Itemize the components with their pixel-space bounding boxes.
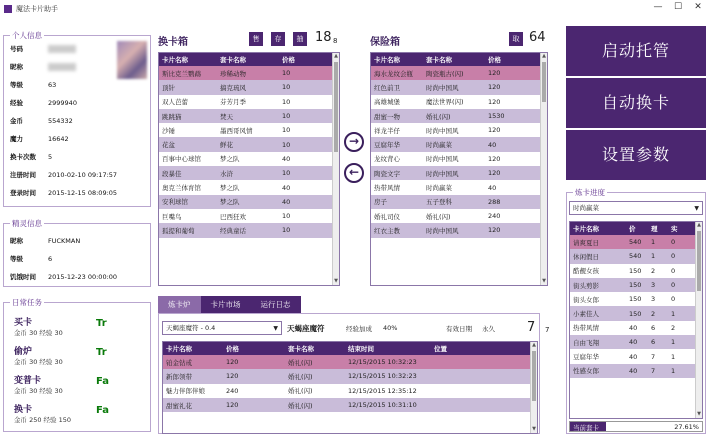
table-cell: 10 — [279, 209, 339, 223]
title-bar — [0, 0, 708, 18]
refine-table[interactable] — [569, 221, 703, 419]
task-status: Fa — [96, 376, 109, 387]
table-cell: 焚天 — [217, 109, 279, 123]
refine-scrollbar[interactable]: ▲ ▼ — [695, 222, 702, 418]
table-cell: 120 — [485, 166, 547, 180]
table-cell: 魅力伴郎伴娘 — [163, 384, 223, 398]
table-cell: 婚礼(闪) — [285, 369, 345, 383]
table-cell: 房子 — [371, 195, 423, 209]
table-cell: 豆腐年华 — [371, 137, 423, 151]
table-row[interactable] — [570, 278, 702, 292]
table-cell: 豆腐年华 — [570, 349, 626, 363]
sprite-key: 饥饿时间 — [10, 273, 36, 281]
task-name: 变普卡 — [14, 376, 42, 386]
table-cell: 150 — [626, 278, 648, 292]
take-button[interactable]: 取 — [509, 32, 523, 46]
table-cell: 斯比克兰鹦鹉 — [159, 66, 217, 80]
table-row[interactable] — [159, 137, 339, 151]
table-row[interactable] — [371, 137, 547, 151]
exp-bonus-label: 经验加成 — [346, 325, 372, 333]
task-reward: 金币 250 经验 150 — [14, 416, 72, 424]
table-cell — [431, 355, 537, 369]
table-cell: 240 — [223, 384, 285, 398]
table-cell: 双人芭蕾 — [159, 95, 217, 109]
table-row[interactable] — [570, 306, 702, 320]
table-row[interactable] — [570, 292, 702, 306]
table-cell: 时尚中国风 — [423, 152, 485, 166]
table-cell: 婚礼(闪) — [423, 109, 485, 123]
bottom-tabs — [158, 296, 540, 313]
table-cell: 150 — [626, 264, 648, 278]
table-cell: 240 — [485, 209, 547, 223]
table-cell: 40 — [485, 137, 547, 151]
valid-date-value: 永久 — [482, 325, 495, 333]
valid-date-label: 有效日期 — [446, 325, 472, 333]
table-cell: 0 — [668, 292, 702, 306]
refine-progress-bar — [569, 421, 703, 432]
table-cell: 40 — [626, 321, 648, 335]
task-item — [14, 373, 144, 395]
table-cell: 120 — [223, 398, 285, 412]
personal-key: 魔力 — [10, 135, 23, 143]
column-header[interactable]: 理 — [648, 222, 668, 235]
table-row[interactable] — [159, 66, 339, 80]
table-cell: 五子登科 — [423, 195, 485, 209]
personal-row — [10, 44, 76, 53]
table-cell: 时尚赢菜 — [423, 180, 485, 194]
table-row[interactable] — [159, 80, 339, 94]
personal-info-title: 个人信息 — [12, 31, 42, 40]
personal-value: 2015-12-15 08:09:05 — [48, 189, 118, 197]
table-cell: 甜蜜一物 — [371, 109, 423, 123]
table-cell: 鲜花 — [217, 137, 279, 151]
table-cell: 婚礼(闪) — [285, 355, 345, 369]
table-cell: 跳跳猫 — [159, 109, 217, 123]
table-cell: 150 — [626, 306, 648, 320]
table-cell — [431, 369, 537, 383]
table-cell: 经典童话 — [217, 223, 279, 237]
personal-key: 等级 — [10, 81, 23, 89]
table-row[interactable] — [159, 195, 339, 209]
furnace-name: 天蝎座魔符 — [287, 324, 325, 333]
table-cell: 时尚中国风 — [423, 80, 485, 94]
task-status: Fa — [96, 405, 109, 416]
table-cell: 祥龙半仔 — [371, 123, 423, 137]
table-cell: 搞克琉风 — [217, 80, 279, 94]
table-cell: 120 — [485, 223, 547, 237]
personal-value: 5 — [48, 153, 53, 161]
table-row[interactable] — [159, 209, 339, 223]
table-cell: 150 — [626, 292, 648, 306]
safe-box-title: 保险箱 — [370, 37, 400, 48]
table-cell: 梦之队 — [217, 180, 279, 194]
tab-market[interactable]: 卡片市场 — [201, 296, 251, 313]
column-header[interactable]: 价 — [626, 222, 648, 235]
furnace-scrollbar[interactable]: ▲ ▼ — [530, 342, 537, 433]
table-cell: 288 — [485, 195, 547, 209]
sell-button[interactable]: 售 — [249, 32, 263, 46]
table-cell: 540 — [626, 235, 648, 249]
table-cell: 10 — [279, 123, 339, 137]
column-header[interactable]: 卡片名称 — [371, 53, 423, 66]
table-cell: 540 — [626, 249, 648, 263]
table-cell: 时尚赢菜 — [423, 137, 485, 151]
column-header[interactable]: 结束时间 — [345, 342, 431, 355]
personal-key: 经验 — [10, 99, 23, 107]
table-cell: 芬芳月季 — [217, 95, 279, 109]
table-cell: 陶瓷瓶古(闪) — [423, 66, 485, 80]
table-cell: 40 — [279, 152, 339, 166]
personal-value: 2999940 — [48, 99, 77, 107]
table-cell: 1 — [668, 306, 702, 320]
table-cell: 奥克兰体育馆 — [159, 180, 217, 194]
table-row[interactable] — [570, 349, 702, 363]
personal-value: 554332 — [48, 117, 73, 125]
table-cell: 海水龙纹会瓶 — [371, 66, 423, 80]
table-row[interactable] — [163, 384, 537, 398]
table-cell: 婚礼司仪 — [371, 209, 423, 223]
column-header[interactable]: 卡片名称 — [159, 53, 217, 66]
table-row[interactable] — [371, 95, 547, 109]
table-cell: 珍稀动物 — [217, 66, 279, 80]
table-cell: 梦之队 — [217, 152, 279, 166]
table-cell: 高雄城堡 — [371, 95, 423, 109]
table-cell: 休闲假日 — [570, 249, 626, 263]
table-cell: 10 — [279, 95, 339, 109]
exchange-scrollbar[interactable]: ▲ ▼ — [332, 53, 339, 285]
table-row[interactable] — [159, 123, 339, 137]
sprite-key: 等级 — [10, 255, 23, 263]
exp-bonus-value: 40% — [383, 324, 398, 332]
table-cell: 红色前卫 — [371, 80, 423, 94]
table-row[interactable] — [371, 66, 547, 80]
table-row[interactable] — [159, 223, 339, 237]
sprite-row — [10, 272, 117, 281]
table-cell: 120 — [485, 80, 547, 94]
table-row[interactable] — [371, 180, 547, 194]
table-cell: 3 — [648, 292, 668, 306]
table-cell: 40 — [626, 364, 648, 378]
table-cell: 12/15/2015 10:31:10 — [345, 398, 431, 412]
window-title: 魔法卡片助手 — [16, 5, 58, 13]
start-hosting-button[interactable]: 启动托管 — [566, 26, 706, 76]
tab-furnace[interactable]: 炼卡炉 — [158, 296, 201, 313]
table-row[interactable] — [163, 355, 537, 369]
sprite-value: 6 — [48, 255, 53, 263]
table-cell: 请爽夏日 — [570, 235, 626, 249]
column-header[interactable]: 套卡名称 — [423, 53, 485, 66]
table-cell: 婚礼(闪) — [285, 398, 345, 412]
auto-exchange-button[interactable]: 自动换卡 — [566, 78, 706, 128]
personal-row — [10, 80, 56, 89]
column-header[interactable]: 套卡名称 — [285, 342, 345, 355]
table-cell: 120 — [485, 152, 547, 166]
table-cell: 40 — [626, 335, 648, 349]
task-reward: 金币 30 经验 30 — [14, 329, 63, 337]
task-status: Tr — [96, 318, 107, 329]
table-row[interactable] — [570, 235, 702, 249]
table-cell: 120 — [485, 66, 547, 80]
table-cell: 小素佳人 — [570, 306, 626, 320]
table-row[interactable] — [159, 95, 339, 109]
arrow-left-icon[interactable]: ← — [344, 163, 364, 183]
minimize-button[interactable]: — — [653, 2, 663, 12]
sprite-row — [10, 254, 52, 263]
personal-value: 2010-02-10 09:17:57 — [48, 171, 118, 179]
avatar — [117, 41, 147, 79]
table-cell: 花盆 — [159, 137, 217, 151]
personal-row — [10, 188, 117, 197]
column-header[interactable]: 价格 — [485, 53, 547, 66]
personal-key: 金币 — [10, 117, 23, 125]
table-cell — [431, 398, 537, 412]
table-cell: 10 — [279, 109, 339, 123]
draw-button[interactable]: 抽 — [293, 32, 307, 46]
personal-row — [10, 152, 52, 161]
table-cell: 酷靓女孩 — [570, 264, 626, 278]
table-cell: 时尚中国风 — [423, 166, 485, 180]
chevron-down-icon: ▼ — [694, 205, 699, 212]
table-cell: 0 — [668, 278, 702, 292]
table-cell: 1 — [668, 364, 702, 378]
exchange-table[interactable] — [158, 52, 340, 286]
furnace-select[interactable] — [162, 321, 282, 335]
personal-row — [10, 98, 77, 107]
table-row[interactable] — [570, 335, 702, 349]
table-cell: 巴西狂欢 — [217, 209, 279, 223]
table-cell: 2 — [668, 321, 702, 335]
furnace-select-value: 天蝎座魔符 - 0.4 — [166, 324, 216, 332]
personal-row — [10, 62, 76, 71]
table-cell: 时尚中国风 — [423, 223, 485, 237]
personal-key: 换卡次数 — [10, 153, 36, 161]
table-cell: 40 — [279, 180, 339, 194]
table-cell: 热带风情 — [371, 180, 423, 194]
table-row[interactable] — [159, 109, 339, 123]
tab-log[interactable]: 运行日志 — [251, 296, 301, 313]
table-cell: 0 — [668, 249, 702, 263]
exchange-box-title: 换卡箱 — [158, 37, 188, 48]
table-row[interactable] — [371, 209, 547, 223]
table-row[interactable] — [570, 321, 702, 335]
table-row[interactable] — [570, 249, 702, 263]
table-row[interactable] — [371, 123, 547, 137]
arrow-right-icon[interactable]: → — [344, 132, 364, 152]
table-cell: 12/15/2015 10:32:23 — [345, 355, 431, 369]
exchange-count-max: 8 — [333, 37, 338, 45]
safe-scrollbar[interactable]: ▲ ▼ — [540, 53, 547, 285]
refine-set-select[interactable] — [569, 201, 703, 215]
personal-row — [10, 170, 117, 179]
task-item — [14, 402, 144, 424]
table-cell: 时尚中国风 — [423, 123, 485, 137]
table-cell: 1530 — [485, 109, 547, 123]
table-cell: 1 — [668, 335, 702, 349]
task-name: 买卡 — [14, 318, 33, 328]
personal-row — [10, 134, 69, 143]
sprite-info-title: 精灵信息 — [12, 219, 42, 228]
table-cell: 10 — [279, 137, 339, 151]
redacted-value — [48, 45, 76, 53]
table-cell: 沙锤 — [159, 123, 217, 137]
table-cell: 40 — [485, 180, 547, 194]
maximize-button[interactable]: ☐ — [673, 2, 683, 12]
task-name: 偷炉 — [14, 347, 33, 357]
table-cell: 1 — [668, 349, 702, 363]
sprite-value: FUCKMAN — [48, 237, 81, 245]
table-cell: 10 — [279, 223, 339, 237]
column-header[interactable]: 价格 — [279, 53, 339, 66]
personal-key: 号码 — [10, 45, 23, 53]
column-header[interactable]: 实 — [668, 222, 702, 235]
sprite-value: 2015-12-23 00:00:00 — [48, 273, 118, 281]
table-cell: 10 — [279, 80, 339, 94]
personal-key: 昵称 — [10, 63, 23, 71]
task-reward: 金币 30 经验 30 — [14, 387, 63, 395]
personal-key: 注册时间 — [10, 171, 36, 179]
table-cell: 性感女郎 — [570, 364, 626, 378]
table-cell: 3 — [648, 278, 668, 292]
table-cell: 12/15/2015 12:35:12 — [345, 384, 431, 398]
task-item — [14, 344, 144, 366]
personal-row — [10, 116, 73, 125]
furnace-table[interactable] — [162, 341, 538, 434]
redacted-value — [48, 63, 76, 71]
table-row[interactable] — [371, 223, 547, 237]
table-row[interactable] — [371, 166, 547, 180]
table-cell: 狐提和葡萄 — [159, 223, 217, 237]
progress-percent: 27.61% — [674, 423, 699, 431]
column-header[interactable]: 价格 — [223, 342, 285, 355]
table-row[interactable] — [570, 364, 702, 378]
table-cell: 7 — [648, 349, 668, 363]
sprite-key: 昵称 — [10, 237, 23, 245]
table-cell: 0 — [668, 235, 702, 249]
task-name: 换卡 — [14, 405, 33, 415]
table-cell: 10 — [279, 166, 339, 180]
table-cell: 120 — [485, 123, 547, 137]
table-cell: 街头剪影 — [570, 278, 626, 292]
table-cell: 0 — [668, 264, 702, 278]
table-cell: 陶瓷文字 — [371, 166, 423, 180]
table-cell: 婚礼(闪) — [423, 209, 485, 223]
table-cell: 顶针 — [159, 80, 217, 94]
table-cell: 10 — [279, 66, 339, 80]
progress-label: 当前套卡 — [573, 424, 599, 432]
column-header[interactable]: 套卡名称 — [217, 53, 279, 66]
exchange-count: 18 — [315, 30, 332, 45]
table-cell — [431, 384, 537, 398]
table-cell: 1 — [648, 235, 668, 249]
daily-tasks-title: 日常任务 — [12, 298, 42, 307]
table-cell: 热带风情 — [570, 321, 626, 335]
table-row[interactable] — [371, 80, 547, 94]
table-cell: 安利球馆 — [159, 195, 217, 209]
table-cell: 40 — [279, 195, 339, 209]
table-row[interactable] — [163, 369, 537, 383]
table-row[interactable] — [371, 152, 547, 166]
safe-count: 64 — [529, 30, 546, 45]
table-cell: 街头女郎 — [570, 292, 626, 306]
table-cell: 6 — [648, 335, 668, 349]
table-row[interactable] — [371, 109, 547, 123]
personal-value: 16642 — [48, 135, 69, 143]
table-cell: 龙纹背心 — [371, 152, 423, 166]
table-cell: 自由飞翔 — [570, 335, 626, 349]
table-cell: 新郎领带 — [163, 369, 223, 383]
column-header[interactable]: 位置 — [431, 342, 537, 355]
sprite-row — [10, 236, 80, 245]
close-button[interactable]: ✕ — [694, 2, 702, 12]
table-cell: 1 — [648, 249, 668, 263]
table-cell: 120 — [223, 369, 285, 383]
table-cell: 梦之队 — [217, 195, 279, 209]
table-cell: 段暴佳 — [159, 166, 217, 180]
table-cell: 12/15/2015 10:32:23 — [345, 369, 431, 383]
table-cell: 巨嘴鸟 — [159, 209, 217, 223]
app-icon — [4, 5, 12, 13]
table-cell: 墨西哥风情 — [217, 123, 279, 137]
personal-value: 63 — [48, 81, 57, 89]
table-cell: 水浒 — [217, 166, 279, 180]
table-row[interactable] — [159, 166, 339, 180]
task-status: Tr — [96, 347, 107, 358]
personal-key: 登录时间 — [10, 189, 36, 197]
table-row[interactable] — [159, 152, 339, 166]
table-cell: 百事中心球馆 — [159, 152, 217, 166]
table-cell: 2 — [648, 264, 668, 278]
refine-progress-title: 炼卡进度 — [575, 188, 605, 197]
chevron-down-icon: ▼ — [273, 325, 278, 332]
table-cell: 婚礼(闪) — [285, 384, 345, 398]
safe-table[interactable] — [370, 52, 548, 286]
column-header[interactable]: 卡片名称 — [570, 222, 626, 235]
task-item — [14, 315, 144, 337]
table-cell: 40 — [626, 349, 648, 363]
table-row[interactable] — [371, 195, 547, 209]
table-cell: 2 — [648, 306, 668, 320]
table-cell: 120 — [223, 355, 285, 369]
task-reward: 金币 30 经验 30 — [14, 358, 63, 366]
furnace-count-max: 7 — [545, 326, 550, 334]
table-cell: 7 — [648, 364, 668, 378]
table-cell: 甜蜜礼花 — [163, 398, 223, 412]
column-header[interactable]: 卡片名称 — [163, 342, 223, 355]
table-cell: 魔法世界(闪) — [423, 95, 485, 109]
table-cell: 120 — [485, 95, 547, 109]
furnace-count: 7 — [527, 320, 536, 335]
table-row[interactable] — [159, 180, 339, 194]
table-row[interactable] — [570, 264, 702, 278]
table-cell: 6 — [648, 321, 668, 335]
table-cell: 红衣主教 — [371, 223, 423, 237]
table-cell: 铂金钻戒 — [163, 355, 223, 369]
save-button[interactable]: 存 — [271, 32, 285, 46]
settings-button[interactable]: 设置参数 — [566, 130, 706, 180]
table-row[interactable] — [163, 398, 537, 412]
refine-set-value: 时尚赢菜 — [573, 204, 599, 212]
